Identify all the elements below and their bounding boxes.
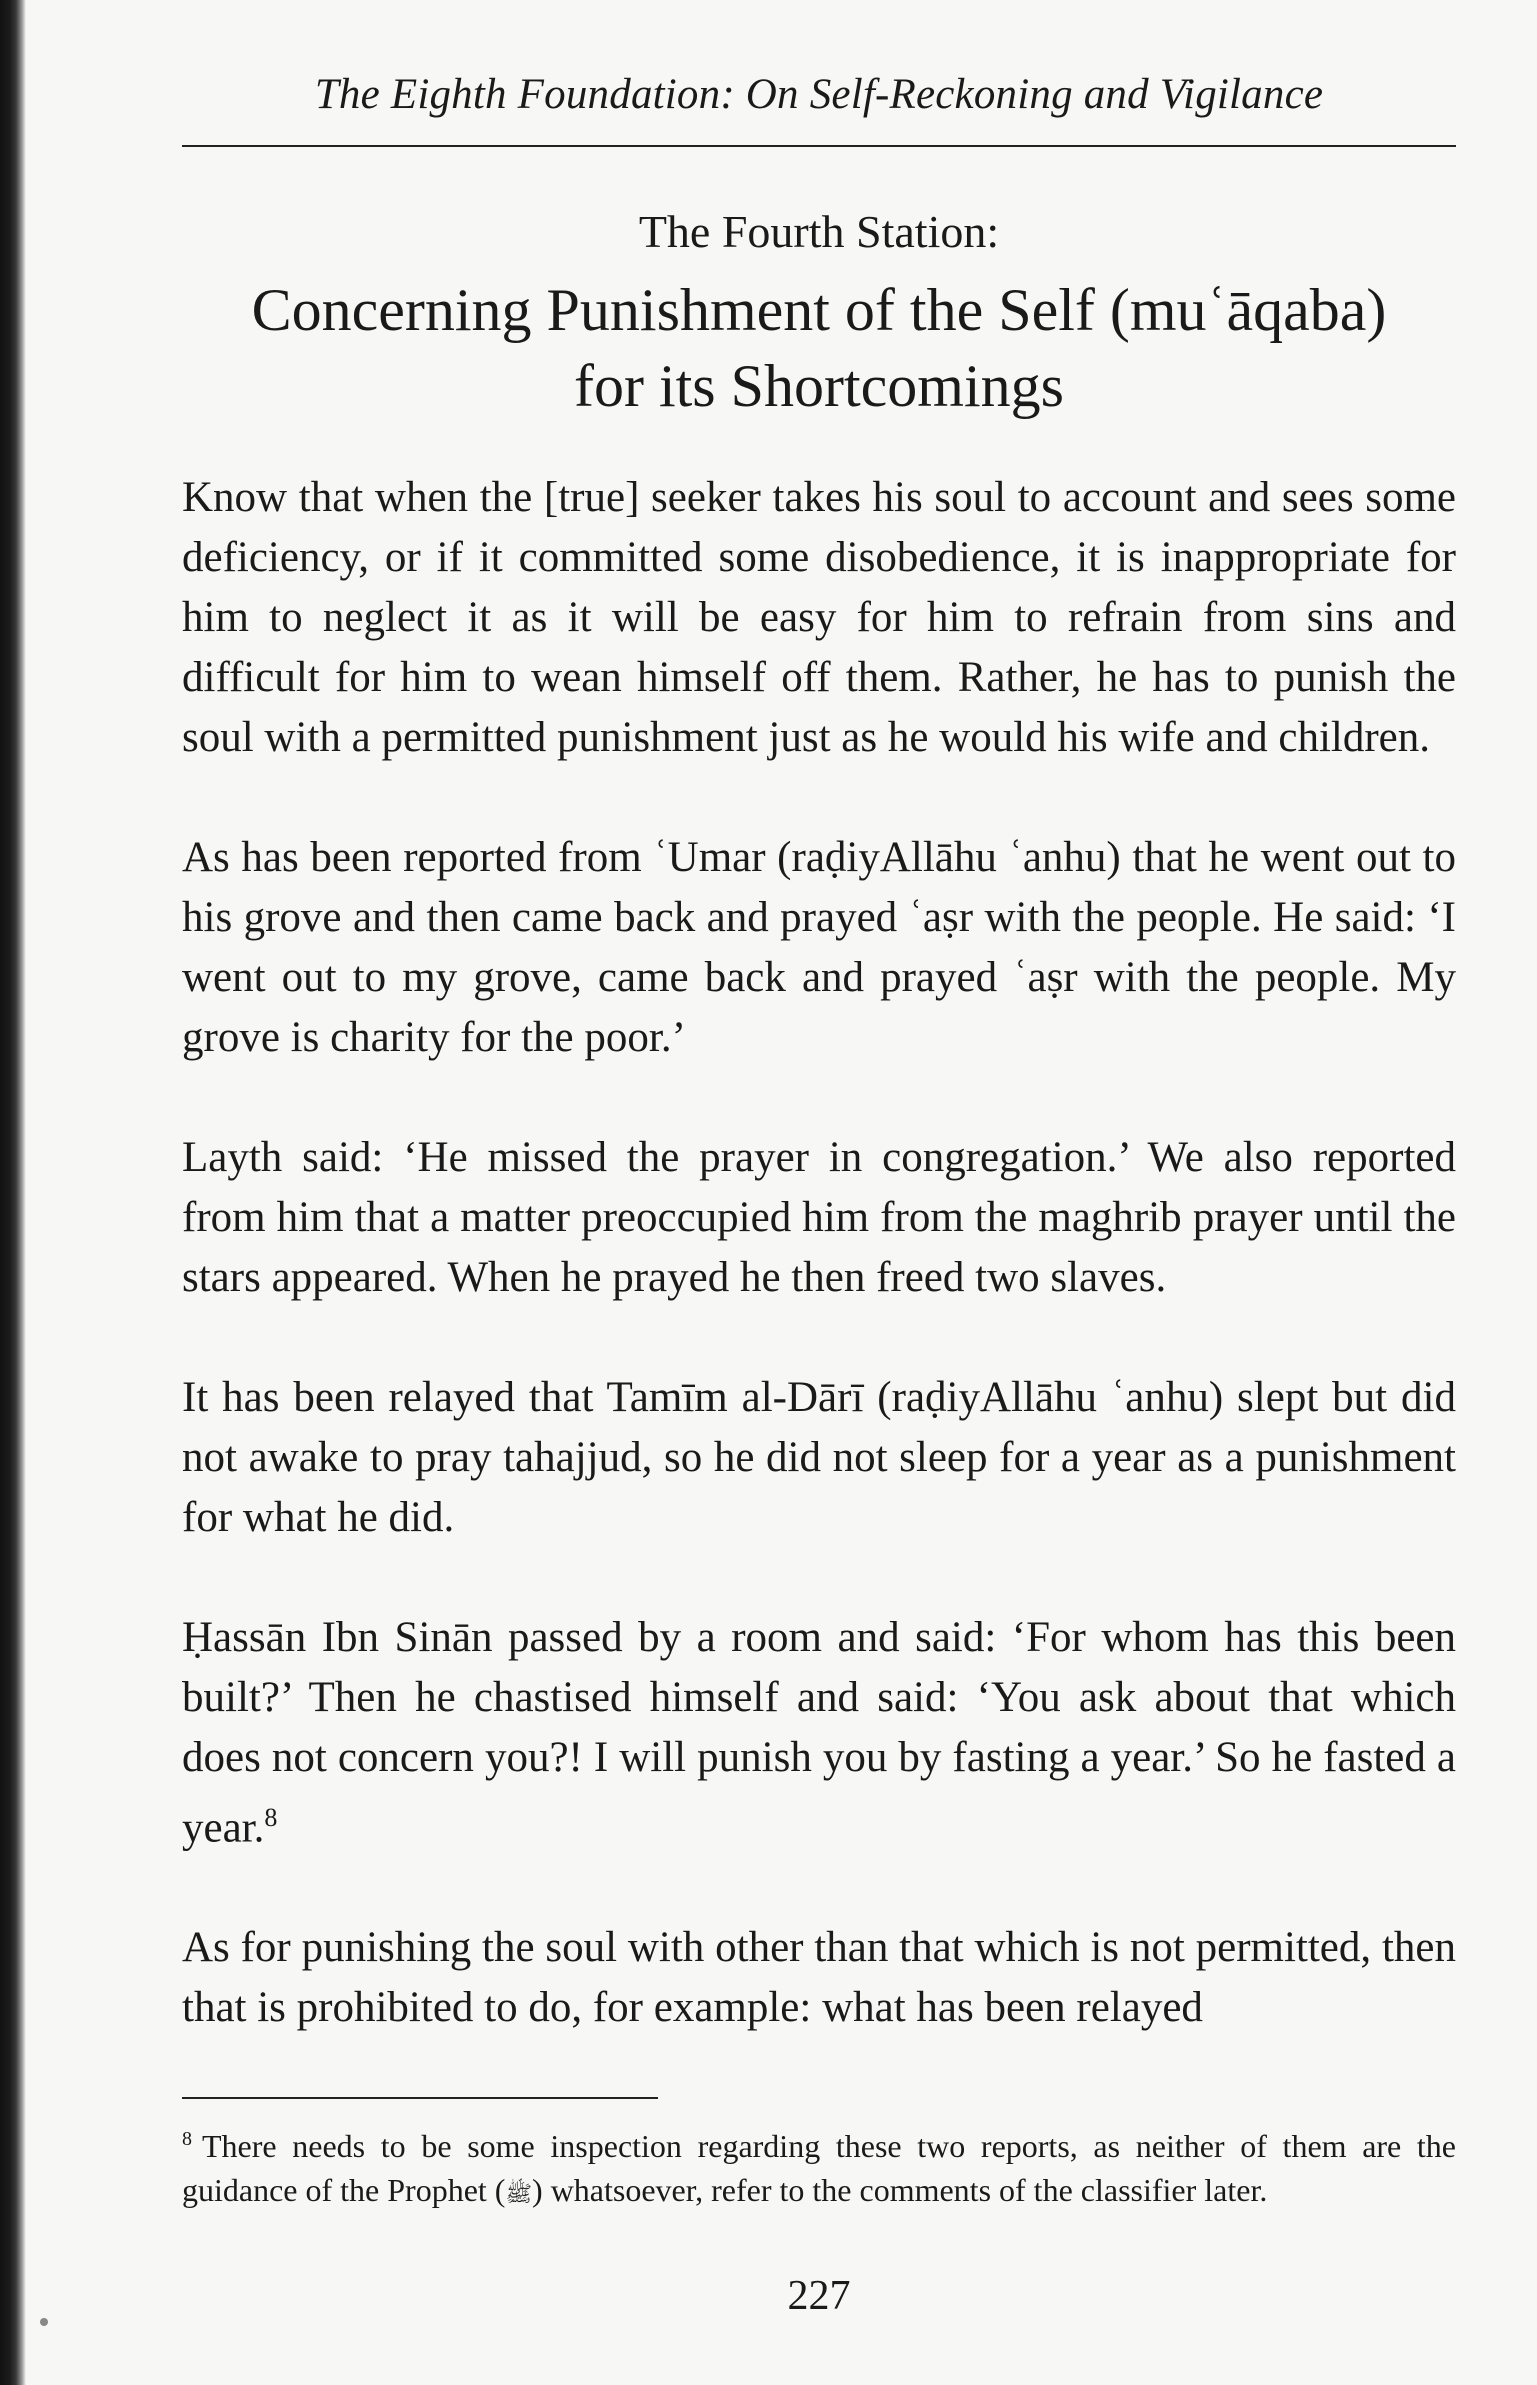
paragraph-5-text: Ḥassān Ibn Sinān passed by a room and said: ‘For whom has this been built?’ Then he chastised himself and said: ‘You ask about that which does not concern you?! I will punish you by fasting a year.’ So he fasted a year. [182, 1614, 1456, 1852]
chapter-title-line-1: Concerning Punishment of the Self (muʿāqaba) [251, 277, 1387, 343]
running-header: The Eighth Foundation: On Self-Reckoning and Vigilance [314, 71, 1324, 118]
paragraph-1: Know that when the [true] seeker takes his soul to account and sees some deficiency, or if it committed some disobedience, it is inappropriate for him to neglect it as it will be easy for him to refrain from sins and difficult for him to wean himself off them. Rather, he has to punish the soul with a permitted punishment just as he would his wife and children. [182, 474, 1456, 761]
footnote [182, 2117, 1456, 2216]
chapter-title [182, 272, 1456, 424]
chapter-title-line-2: for its Shortcomings [574, 353, 1064, 419]
paragraph-4: It has been relayed that Tamīm al-Dārī (raḍiyAllāhu ʿanhu) slept but did not awake to pray tahajjud, so he did not sleep for a year as a punishment for what he did. [182, 1374, 1456, 1541]
footnote-reference: 8 [264, 1803, 278, 1832]
paragraph-5 [182, 1608, 1456, 1858]
body-text [182, 468, 1456, 2038]
footnote-number: 8 [182, 2128, 192, 2150]
header-rule [182, 145, 1456, 147]
page-number: 227 [787, 2273, 851, 2319]
paragraph-3: Layth said: ‘He missed the prayer in congregation.’ We also reported from him that a matter preoccupied him from the maghrib prayer until the stars appeared. When he prayed he then freed two slaves. [182, 1134, 1456, 1301]
book-page [182, 0, 1456, 2385]
chapter-label: The Fourth Station: [638, 206, 1000, 257]
scan-binding-edge [0, 0, 26, 2385]
footnote-text-start: There needs to be some inspection regarding these two reports, as neither of them are the guidance of the Prophet ( [182, 2128, 1456, 2208]
paragraph-2: As has been reported from ʿUmar (raḍiyAllāhu ʿanhu) that he went out to his grove and then came back and prayed ʿaṣr with the people. He said: ‘I went out to my grove, came back and prayed ʿaṣr with the people. My grove is charity for the poor.’ [182, 834, 1456, 1061]
salawat-icon: ﷺ [505, 2181, 533, 2206]
footnote-text-end: ) whatsoever, refer to the comments of the classifier later. [532, 2172, 1268, 2208]
scan-speck [40, 2318, 48, 2326]
paragraph-6: As for punishing the soul with other than that which is not permitted, then that is prohibited to do, for example: what has been relayed [182, 1924, 1456, 2032]
footnote-rule [182, 2097, 658, 2099]
